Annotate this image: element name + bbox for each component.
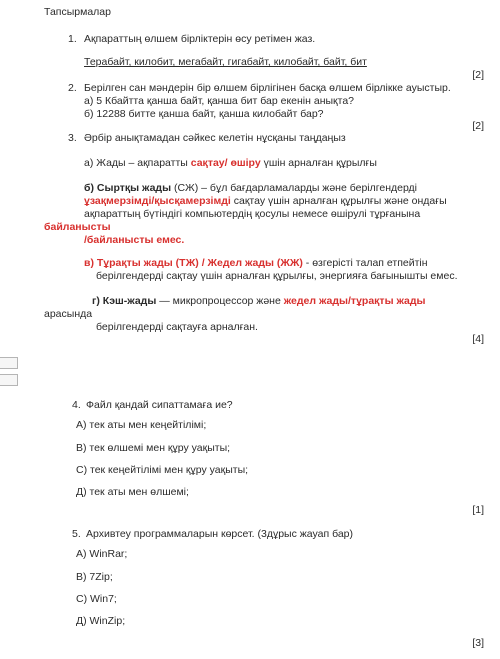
option-d-line3: берілгендерді сақтауға арналған.	[96, 321, 258, 333]
units-list: Терабайт, килобит, мегабайт, гигабайт, килобайт, байт, бит	[84, 56, 367, 68]
option-b-choice: ұзақмерзімді/қысқамерзімді	[84, 195, 231, 207]
option-c-text: - өзгерісті талап етпейтін	[302, 257, 428, 269]
marks-label: [2]	[472, 69, 484, 81]
page-title: Тапсырмалар	[44, 6, 111, 18]
option-b-text: (СЖ) – бұл бағдарламаларды және берілгендерді	[171, 182, 418, 194]
option-d-line2: арасында	[44, 308, 93, 320]
question-number: 5.	[72, 528, 81, 540]
option-d-choice: жедел жады/тұрақты жады	[283, 295, 426, 307]
subquestion-b: б) 12288 битте қанша байт, қанша килобайт бар?	[84, 108, 324, 120]
option-b-choice: /байланысты емес.	[84, 234, 185, 246]
question-number: 1.	[68, 33, 77, 45]
question-prompt: Архивтеу программаларын көрсет. (3дұрыс жауап бар)	[86, 528, 354, 540]
question-number: 4.	[72, 399, 81, 411]
option-a-choice: сақтау/ өшіру	[190, 157, 261, 169]
option-a-text-end: үшін арналған құрылғы	[260, 157, 377, 169]
marks-label: [1]	[472, 504, 484, 516]
option-b-label: б) Сыртқы жады	[84, 182, 172, 194]
option-b-line3: ақпараттың бүтіндігі компьютердің қосулы немесе өшірулі тұрғанына	[84, 208, 421, 220]
question-prompt: Әрбір анықтамадан сәйкес келетін нұсқаны таңдаңыз	[84, 132, 346, 144]
marks-label: [4]	[472, 333, 484, 345]
answer-option: Д) WinZip;	[76, 615, 126, 627]
option-d-text: — микропроцессор және	[156, 295, 284, 307]
answer-option: А) WinRar;	[76, 548, 128, 560]
option-a-text: а) Жады – ақпаратты	[84, 157, 191, 169]
subquestion-a: а) 5 Кбайтта қанша байт, қанша бит бар екенін анықта?	[84, 95, 355, 107]
option-b-line2	[84, 195, 447, 208]
answer-option: В) 7Zip;	[76, 571, 113, 583]
option-b-choice: байланысты	[44, 221, 111, 233]
answer-option: В) тек өлшемі мен құру уақыты;	[76, 442, 231, 454]
answer-option: Д) тек аты мен өлшемі;	[76, 486, 189, 498]
option-d-label: г) Кэш-жады	[92, 295, 157, 307]
answer-option: С) Win7;	[76, 593, 117, 605]
page-edge-mark	[0, 374, 18, 386]
answer-option: С) тек кеңейтілімі мен құру уақыты;	[76, 464, 249, 476]
option-c-choice: в) Тұрақты жады (ТЖ) / Жедел жады (ЖЖ)	[84, 257, 303, 269]
option-c-line2: берілгендерді сақтау үшін арналған құрылғы, энергияға бағынышты емес.	[96, 270, 458, 282]
question-prompt: Берілген сан мәндерін бір өлшем бірлігінен басқа өлшем бірлікке ауыстыр.	[84, 82, 451, 94]
option-d-line1	[92, 295, 426, 308]
question-number: 2.	[68, 82, 77, 94]
option-a	[84, 157, 377, 170]
page-edge-mark	[0, 357, 18, 369]
marks-label: [3]	[472, 637, 484, 649]
answer-option: А) тек аты мен кеңейтілімі;	[76, 419, 207, 431]
question-prompt: Файл қандай сипаттамаға ие?	[86, 399, 233, 411]
question-number: 3.	[68, 132, 77, 144]
option-c-line1	[84, 257, 428, 270]
option-b-text: сақтау үшін арналған құрылғы және ондағы	[230, 195, 447, 207]
question-prompt: Ақпараттың өлшем бірліктерін өсу ретімен жаз.	[84, 33, 316, 45]
option-b-line1	[84, 182, 417, 195]
marks-label: [2]	[472, 120, 484, 132]
